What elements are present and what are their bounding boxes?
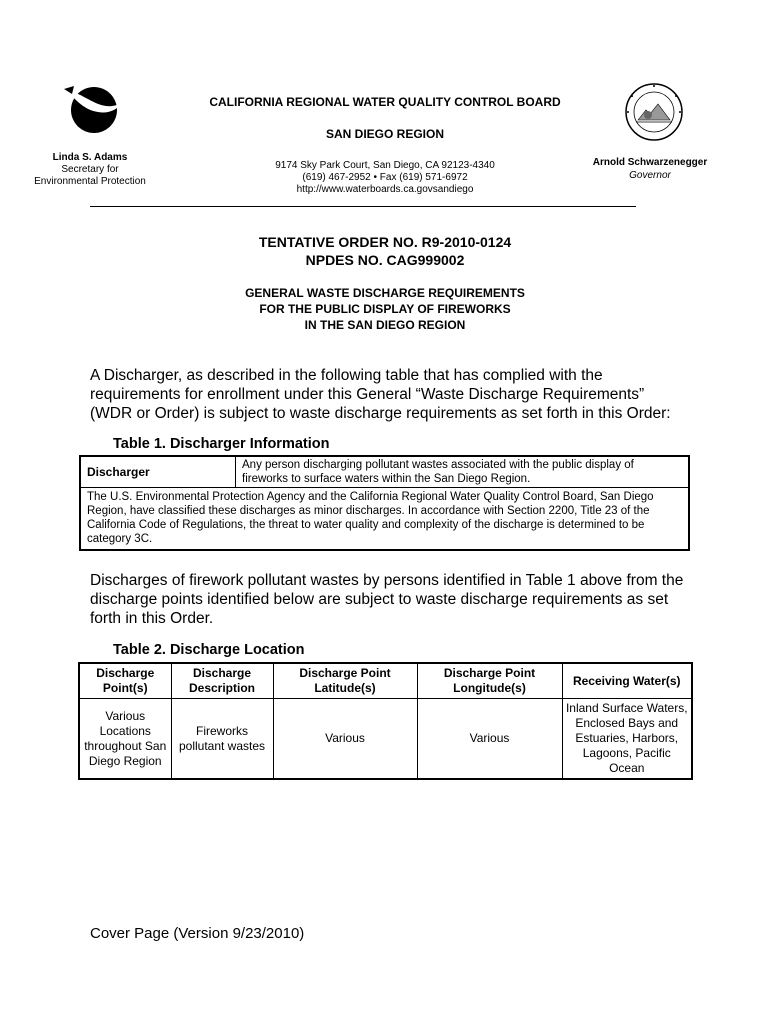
discharger-info-table [79,455,690,551]
address-block [230,160,540,196]
phone-fax-line: (619) 467-2952 • Fax (619) 571-6972 [302,172,468,183]
cell-discharge-description: Fireworks pollutant wastes [171,699,273,780]
npdes-number: NPDES NO. CAG999002 [305,252,465,268]
discharges-paragraph: Discharges of firework pollutant wastes by persons identified in Table 1 above from the discharge points identified below are subject to waste discharge requirements as set forth in this Order. [90,572,684,627]
address-line: 9174 Sky Park Court, San Diego, CA 92123-4340 [275,160,495,171]
secretary-block [20,152,160,188]
table-header-row [79,663,692,699]
governor-block [570,156,730,182]
general-title-line3: IN THE SAN DIEGO REGION [304,318,466,332]
cell-discharge-points: Various Locations throughout San Diego Region [79,699,171,780]
table-row [80,488,689,551]
secretary-name: Linda S. Adams [52,152,128,163]
classification-note: The U.S. Environmental Protection Agency and the California Regional Water Quality Control Board, San Diego Region, have classified these discharges as minor discharges. In accordance with Section 2200, Title 23 of the California Code of Regulations, the threat to water quality and complexity of the discharge is determined to be category 3C. [80,488,689,551]
website-link[interactable]: http://www.waterboards.ca.govsandiego [296,184,474,195]
header-latitude: Discharge Point Latitude(s) [273,663,417,699]
header-receiving-waters: Receiving Water(s) [562,663,692,699]
table2-caption: Table 2. Discharge Location [113,642,305,658]
cell-receiving-waters: Inland Surface Waters, Enclosed Bays and Estuaries, Harbors, Lagoons, Pacific Ocean [562,699,692,780]
secretary-title-line1: Secretary for [61,164,119,175]
waterboard-logo [62,80,122,136]
table1-caption: Table 1. Discharger Information [113,436,330,452]
header-longitude: Discharge Point Longitude(s) [417,663,562,699]
discharger-value: Any person discharging pollutant wastes associated with the public display of fireworks to surface waters within the San Diego Region. [236,456,690,488]
order-number: TENTATIVE ORDER NO. R9-2010-0124 [258,234,512,250]
general-title-line1: GENERAL WASTE DISCHARGE REQUIREMENTS [245,286,525,300]
header-discharge-description: Discharge Description [171,663,273,699]
header-divider [90,206,636,207]
table-row [80,456,689,488]
board-title: CALIFORNIA REGIONAL WATER QUALITY CONTROL BOARD [209,95,561,109]
general-title-line2: FOR THE PUBLIC DISPLAY OF FIREWORKS [259,302,511,316]
footer-version: Cover Page (Version 9/23/2010) [90,925,305,942]
table-row [79,699,692,780]
general-title [120,285,650,333]
intro-paragraph: A Discharger, as described in the following table that has complied with the requirements for enrollment under this General “Waste Discharge Requirements” (WDR or Order) is subject to waste discharge requirements as set forth in this Order: [90,367,671,422]
secretary-title-line2: Environmental Protection [34,176,146,187]
governor-name: Arnold Schwarzenegger [592,157,708,168]
discharge-location-table [78,662,693,780]
region-title: SAN DIEGO REGION [325,127,444,141]
header-discharge-points: Discharge Point(s) [79,663,171,699]
cell-latitude: Various [273,699,417,780]
discharger-label: Discharger [80,456,236,488]
cell-longitude: Various [417,699,562,780]
governor-title: Governor [629,170,671,181]
order-title [120,233,650,269]
